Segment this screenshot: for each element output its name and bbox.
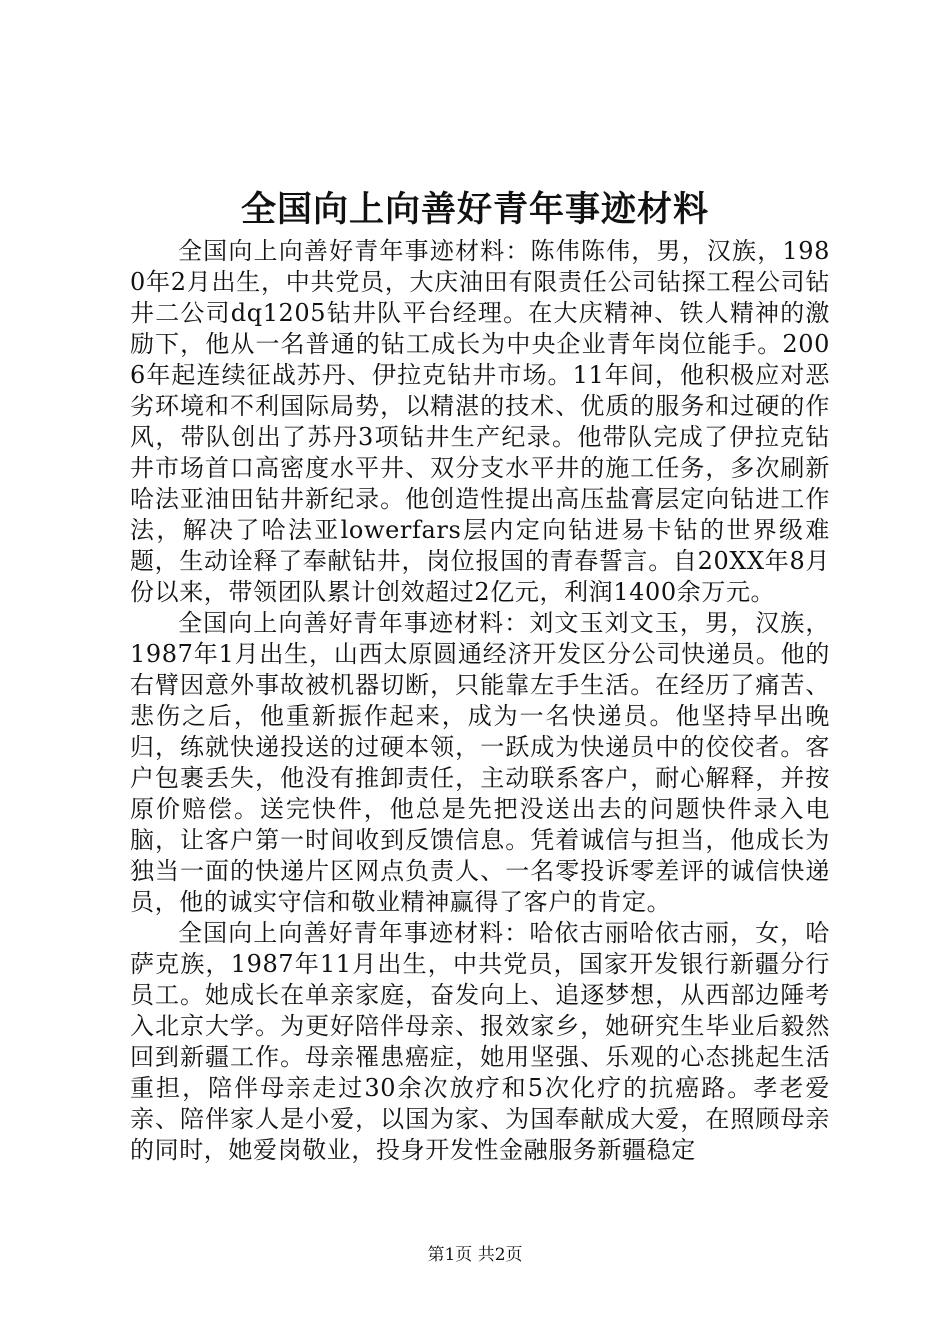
paragraph-chen-wei: 全国向上向善好青年事迹材料：陈伟陈伟，男，汉族，1980年2月出生，中共党员，大庆油田有限责任公司钻探工程公司钻井二公司dq1205钻井队平台经理。在大庆精神、铁人精神的激励下，他从一名普通的钻工成长为中央企业青年岗位能手。2006年起连续征战苏丹、伊拉克钻井市场。11年间，他积极应对恶劣环境和不利国际局势，以精湛的技术、优质的服务和过硬的作风，带队创出了苏丹3项钻井生产纪录。他带队完成了伊拉克钻井市场首口高密度水平井、双分支水平井的施工任务，多次刷新哈法亚油田钻井新纪录。他创造性提出高压盐膏层定向钻进工作法，解决了哈法亚lowerfars层内定向钻进易卡钻的世界级难题，生动诠释了奉献钻井，岗位报国的青春誓言。自20XX年8月份以来，带领团队累计创效超过2亿元，利润1400余万元。 [130,237,830,606]
document-body [130,236,830,1166]
document-title: 全国向上向善好青年事迹材料 [240,190,709,230]
page-number-footer: 第1页 共2页 [427,1245,523,1265]
paragraph-liu-wenyu: 全国向上向善好青年事迹材料：刘文玉刘文玉，男，汉族，1987年1月出生，山西太原圆通经济开发区分公司快递员。他的右臂因意外事故被机器切断，只能靠左手生活。在经历了痛苦、悲伤之后，他重新振作起来，成为一名快递员。他坚持早出晚归，练就快递投送的过硬本领，一跃成为快递员中的佼佼者。客户包裹丢失，他没有推卸责任，主动联系客户，耐心解释，并按原价赔偿。送完快件，他总是先把没送出去的问题快件录入电脑，让客户第一时间收到反馈信息。凭着诚信与担当，他成长为独当一面的快递片区网点负责人、一名零投诉零差评的诚信快递员，他的诚实守信和敬业精神赢得了客户的肯定。 [130,609,830,916]
paragraph-hayiguli: 全国向上向善好青年事迹材料：哈依古丽哈依古丽，女，哈萨克族，1987年11月出生，中共党员，国家开发银行新疆分行员工。她成长在单亲家庭，奋发向上、追逐梦想，从西部边陲考入北京大学。为更好陪伴母亲、报效家乡，她研究生毕业后毅然回到新疆工作。母亲罹患癌症，她用坚强、乐观的心态挑起生活重担，陪伴母亲走过30余次放疗和5次化疗的抗癌路。孝老爱亲、陪伴家人是小爱，以国为家、为国奉献成大爱，在照顾母亲的同时，她爱岗敬业，投身开发性金融服务新疆稳定 [130,919,830,1164]
